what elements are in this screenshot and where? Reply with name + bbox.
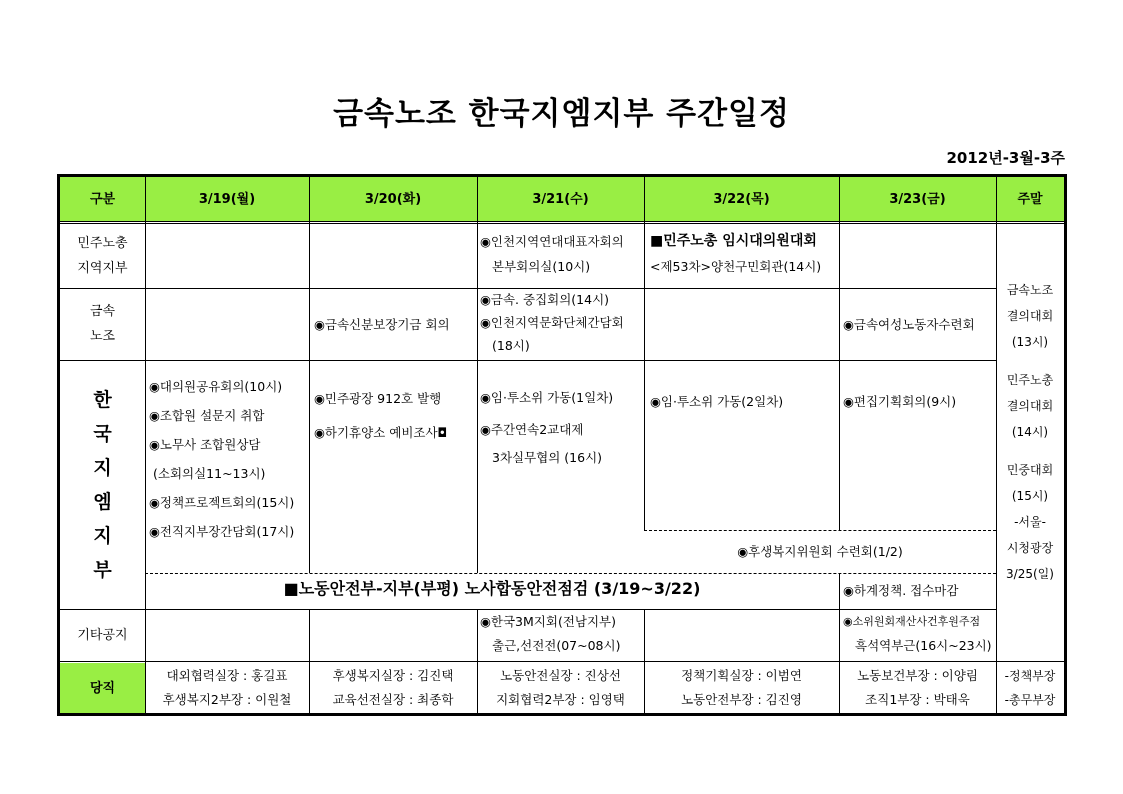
branch-mon (149, 372, 309, 546)
region-wed-detail: 본부회의실(10시) (492, 259, 591, 274)
duty-thu-line1: 정책기획실장 : 이범연 (681, 668, 802, 683)
grid-line (60, 288, 996, 289)
branch-thu-item: ◉임·투소위 가동(2일차) (650, 394, 784, 409)
branch-banner (145, 576, 839, 601)
category-other-label: 기타공지 (77, 627, 128, 643)
header-thu: 3/22(목) (644, 177, 839, 221)
branch-wed-item1: ◉임·투소위 가동(1일차) (480, 390, 614, 405)
region-thu-detail: <제53차>양천구민회관(14시) (650, 259, 822, 274)
union-wed-item2: ◉인천지역문화단체간담회 (480, 315, 624, 330)
duty-weekend-line2: -총무부장 (1004, 693, 1056, 707)
branch-tue-item1: ◉민주광장 912호 발행 (314, 391, 442, 406)
union-wed-detail: (18시) (492, 338, 530, 353)
branch-fri-bottom-item: ◉하계정책. 접수마감 (843, 583, 959, 598)
region-thu-item: ■민주노총 임시대의원대회 (650, 233, 817, 249)
grid-line (60, 360, 996, 361)
branch-thu-fri (644, 539, 996, 564)
branch-wed-detail: 3차실무협의 (16시) (492, 450, 603, 465)
grid-dash (644, 530, 996, 531)
duty-thu-line2: 노동안전부장 : 김진영 (681, 692, 802, 707)
weekend-events (996, 277, 1064, 587)
grid-line (309, 609, 310, 713)
header-fri: 3/23(금) (839, 177, 996, 221)
duty-fri-line1: 노동보건부장 : 이양림 (857, 668, 978, 683)
region-wed-item: ◉인천지역연대대표자회의 (480, 234, 624, 249)
union-tue-item: ◉금속신분보장기금 회의 (314, 317, 450, 332)
category-branch-char5: 지 (93, 525, 112, 547)
weekend-line10: 시청광장 (1006, 541, 1054, 555)
branch-mon-item1: ◉대의원공유회의(10시) (149, 379, 283, 394)
grid-line (477, 177, 478, 573)
branch-tue (314, 382, 480, 450)
union-fri-item: ◉금속여성노동자수련회 (843, 317, 975, 332)
category-region (60, 225, 145, 287)
union-wed (480, 288, 646, 357)
grid-line (839, 573, 840, 713)
duty-mon (145, 664, 309, 712)
branch-mon-item3: ◉노무사 조합원상담 (149, 437, 261, 452)
duty-mon-line1: 대외협력실장 : 홍길표 (166, 668, 288, 683)
branch-wed (480, 382, 646, 470)
category-union (60, 289, 145, 359)
category-branch-char6: 부 (93, 559, 112, 581)
weekend-line11: 3/25(일) (1006, 567, 1054, 581)
category-branch (60, 362, 145, 608)
grid-line (839, 177, 840, 530)
branch-mon-item5: ◉전직지부장간담회(17시) (149, 524, 295, 539)
header-tue: 3/20(화) (309, 177, 477, 221)
branch-mon-item4: ◉정책프로젝트회의(15시) (149, 495, 295, 510)
branch-tue-item2: ◉하기휴양소 예비조사◘ (314, 425, 448, 440)
weekend-line7: 민중대회 (1006, 463, 1054, 477)
duty-weekend-line1: -정책부장 (1004, 669, 1056, 683)
weekend-line6: (14시) (1011, 425, 1049, 439)
category-other (60, 610, 145, 660)
branch-fri-item: ◉편집기획회의(9시) (843, 394, 957, 409)
duty-wed-line2: 지회협력2부장 : 임영택 (496, 692, 625, 707)
union-tue (314, 312, 480, 337)
category-branch-char4: 엠 (93, 491, 112, 513)
union-wed-item1: ◉금속. 중집회의(14시) (480, 292, 610, 307)
category-union-line1: 금속 (89, 304, 116, 319)
duty-mon-line2: 후생복지2부장 : 이원철 (162, 692, 292, 707)
grid-line (60, 609, 996, 610)
other-fri-detail: 흑석역부근(16시~23시) (855, 638, 992, 653)
duty-fri (839, 664, 996, 712)
header-weekend: 주말 (996, 177, 1064, 221)
duty-fri-line2: 조직1부장 : 박태욱 (865, 692, 970, 707)
category-branch-char2: 국 (93, 423, 112, 445)
grid-dash (145, 573, 996, 574)
grid-line (60, 221, 1064, 222)
branch-mon-item2: ◉조합원 설문지 취합 (149, 408, 265, 423)
weekend-line3: (13시) (1011, 335, 1049, 349)
duty-weekend (996, 664, 1064, 712)
other-wed-detail: 출근,선전전(07~08시) (492, 638, 621, 653)
week-label: 2012년-3월-3주 (946, 149, 1065, 167)
branch-fri-bottom (843, 578, 998, 603)
grid-line (60, 661, 1064, 662)
region-thu (650, 229, 840, 279)
other-fri-item: ◉소위원회재산사건후원주점 (843, 615, 981, 628)
category-branch-char1: 한 (93, 389, 112, 411)
grid-line (644, 177, 645, 530)
duty-tue-line1: 후생복지실장 : 김진택 (332, 668, 454, 683)
branch-thu (650, 389, 840, 414)
duty-wed-line1: 노동안전실장 : 진상선 (500, 668, 621, 683)
region-wed (480, 229, 646, 279)
category-region-line2: 지역지부 (77, 261, 128, 276)
grid-line (145, 177, 146, 713)
page-title: 금속노조 한국지엠지부 주간일정 (333, 96, 790, 132)
category-branch-char3: 지 (93, 457, 112, 479)
grid-line (996, 177, 997, 713)
header-mon: 3/19(월) (145, 177, 309, 221)
schedule-table (57, 174, 1067, 716)
category-duty: 당직 (60, 663, 145, 713)
header-category: 구분 (60, 177, 145, 221)
duty-tue (309, 664, 477, 712)
other-wed (480, 610, 646, 658)
duty-wed (477, 664, 644, 712)
branch-thu-fri-item: ◉후생복지위원회 수련회(1/2) (737, 544, 903, 559)
union-fri (843, 312, 998, 337)
weekend-line9: -서울- (1014, 515, 1046, 529)
duty-thu (644, 664, 839, 712)
weekend-line2: 결의대회 (1006, 309, 1054, 323)
other-fri (843, 610, 998, 658)
weekend-line5: 결의대회 (1006, 399, 1054, 413)
weekend-line4: 민주노총 (1006, 373, 1054, 387)
grid-line (60, 223, 1064, 224)
weekend-line1: 금속노조 (1006, 283, 1054, 297)
branch-fri (843, 389, 998, 414)
duty-tue-line2: 교육선전실장 : 최종학 (332, 692, 454, 707)
category-region-line1: 민주노총 (77, 236, 128, 251)
grid-line (644, 609, 645, 713)
branch-mon-detail: (소회의실11~13시) (153, 466, 266, 481)
branch-wed-item2: ◉주간연속2교대제 (480, 422, 584, 437)
branch-banner-text: ■노동안전부-지부(부평) 노사합동안전점검 (3/19~3/22) (283, 579, 701, 598)
category-union-line2: 노조 (89, 329, 116, 344)
weekend-line8: (15시) (1011, 489, 1049, 503)
header-wed: 3/21(수) (477, 177, 644, 221)
grid-line (309, 177, 310, 573)
grid-line (477, 609, 478, 713)
other-wed-item: ◉한국3M지회(전남지부) (480, 614, 616, 629)
